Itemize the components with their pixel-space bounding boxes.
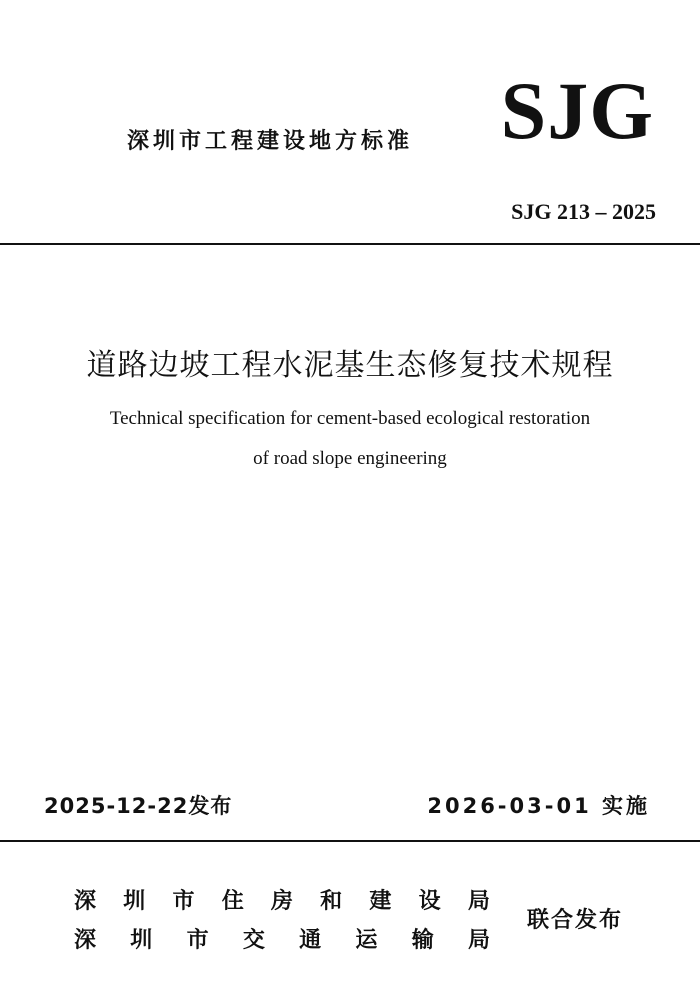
issuer-char: 圳 [130,928,153,953]
issuer-char: 建 [369,889,392,914]
issuer-char: 和 [320,889,343,914]
issuer-transport-bureau [74,923,490,954]
document-title-chinese: 道路边坡工程水泥基生态修复技术规程 [86,348,614,383]
document-title-english-line2: of road slope engineering [253,448,447,469]
issue-date: 2025-12-22发布 [44,794,233,818]
issuer-char: 圳 [123,889,146,914]
issuer-char: 局 [467,889,490,914]
standard-number: SJG 213 – 2025 [511,199,656,224]
issuer-char: 输 [411,928,434,953]
issuer-char: 运 [355,928,378,953]
issuer-char: 市 [172,889,195,914]
joint-release-label: 联合发布 [527,908,624,933]
bottom-divider [0,840,700,842]
issuer-char: 市 [186,928,209,953]
sjg-logo: SJG [500,65,654,156]
issuer-char: 住 [221,889,244,914]
issuer-char: 深 [74,928,97,953]
standard-category: 深圳市工程建设地方标准 [127,129,414,154]
issuer-char: 设 [418,889,441,914]
issuer-char: 房 [270,889,293,914]
top-divider [0,243,700,245]
issuer-housing-bureau [74,884,490,915]
issuer-char: 通 [299,928,322,953]
issuer-char: 局 [467,928,490,953]
document-title-english-line1: Technical specification for cement-based ecological restoration [109,408,591,429]
issuer-char: 交 [242,928,265,953]
issuer-char: 深 [74,889,97,914]
effective-date: 2026-03-01 实施 [427,794,650,818]
